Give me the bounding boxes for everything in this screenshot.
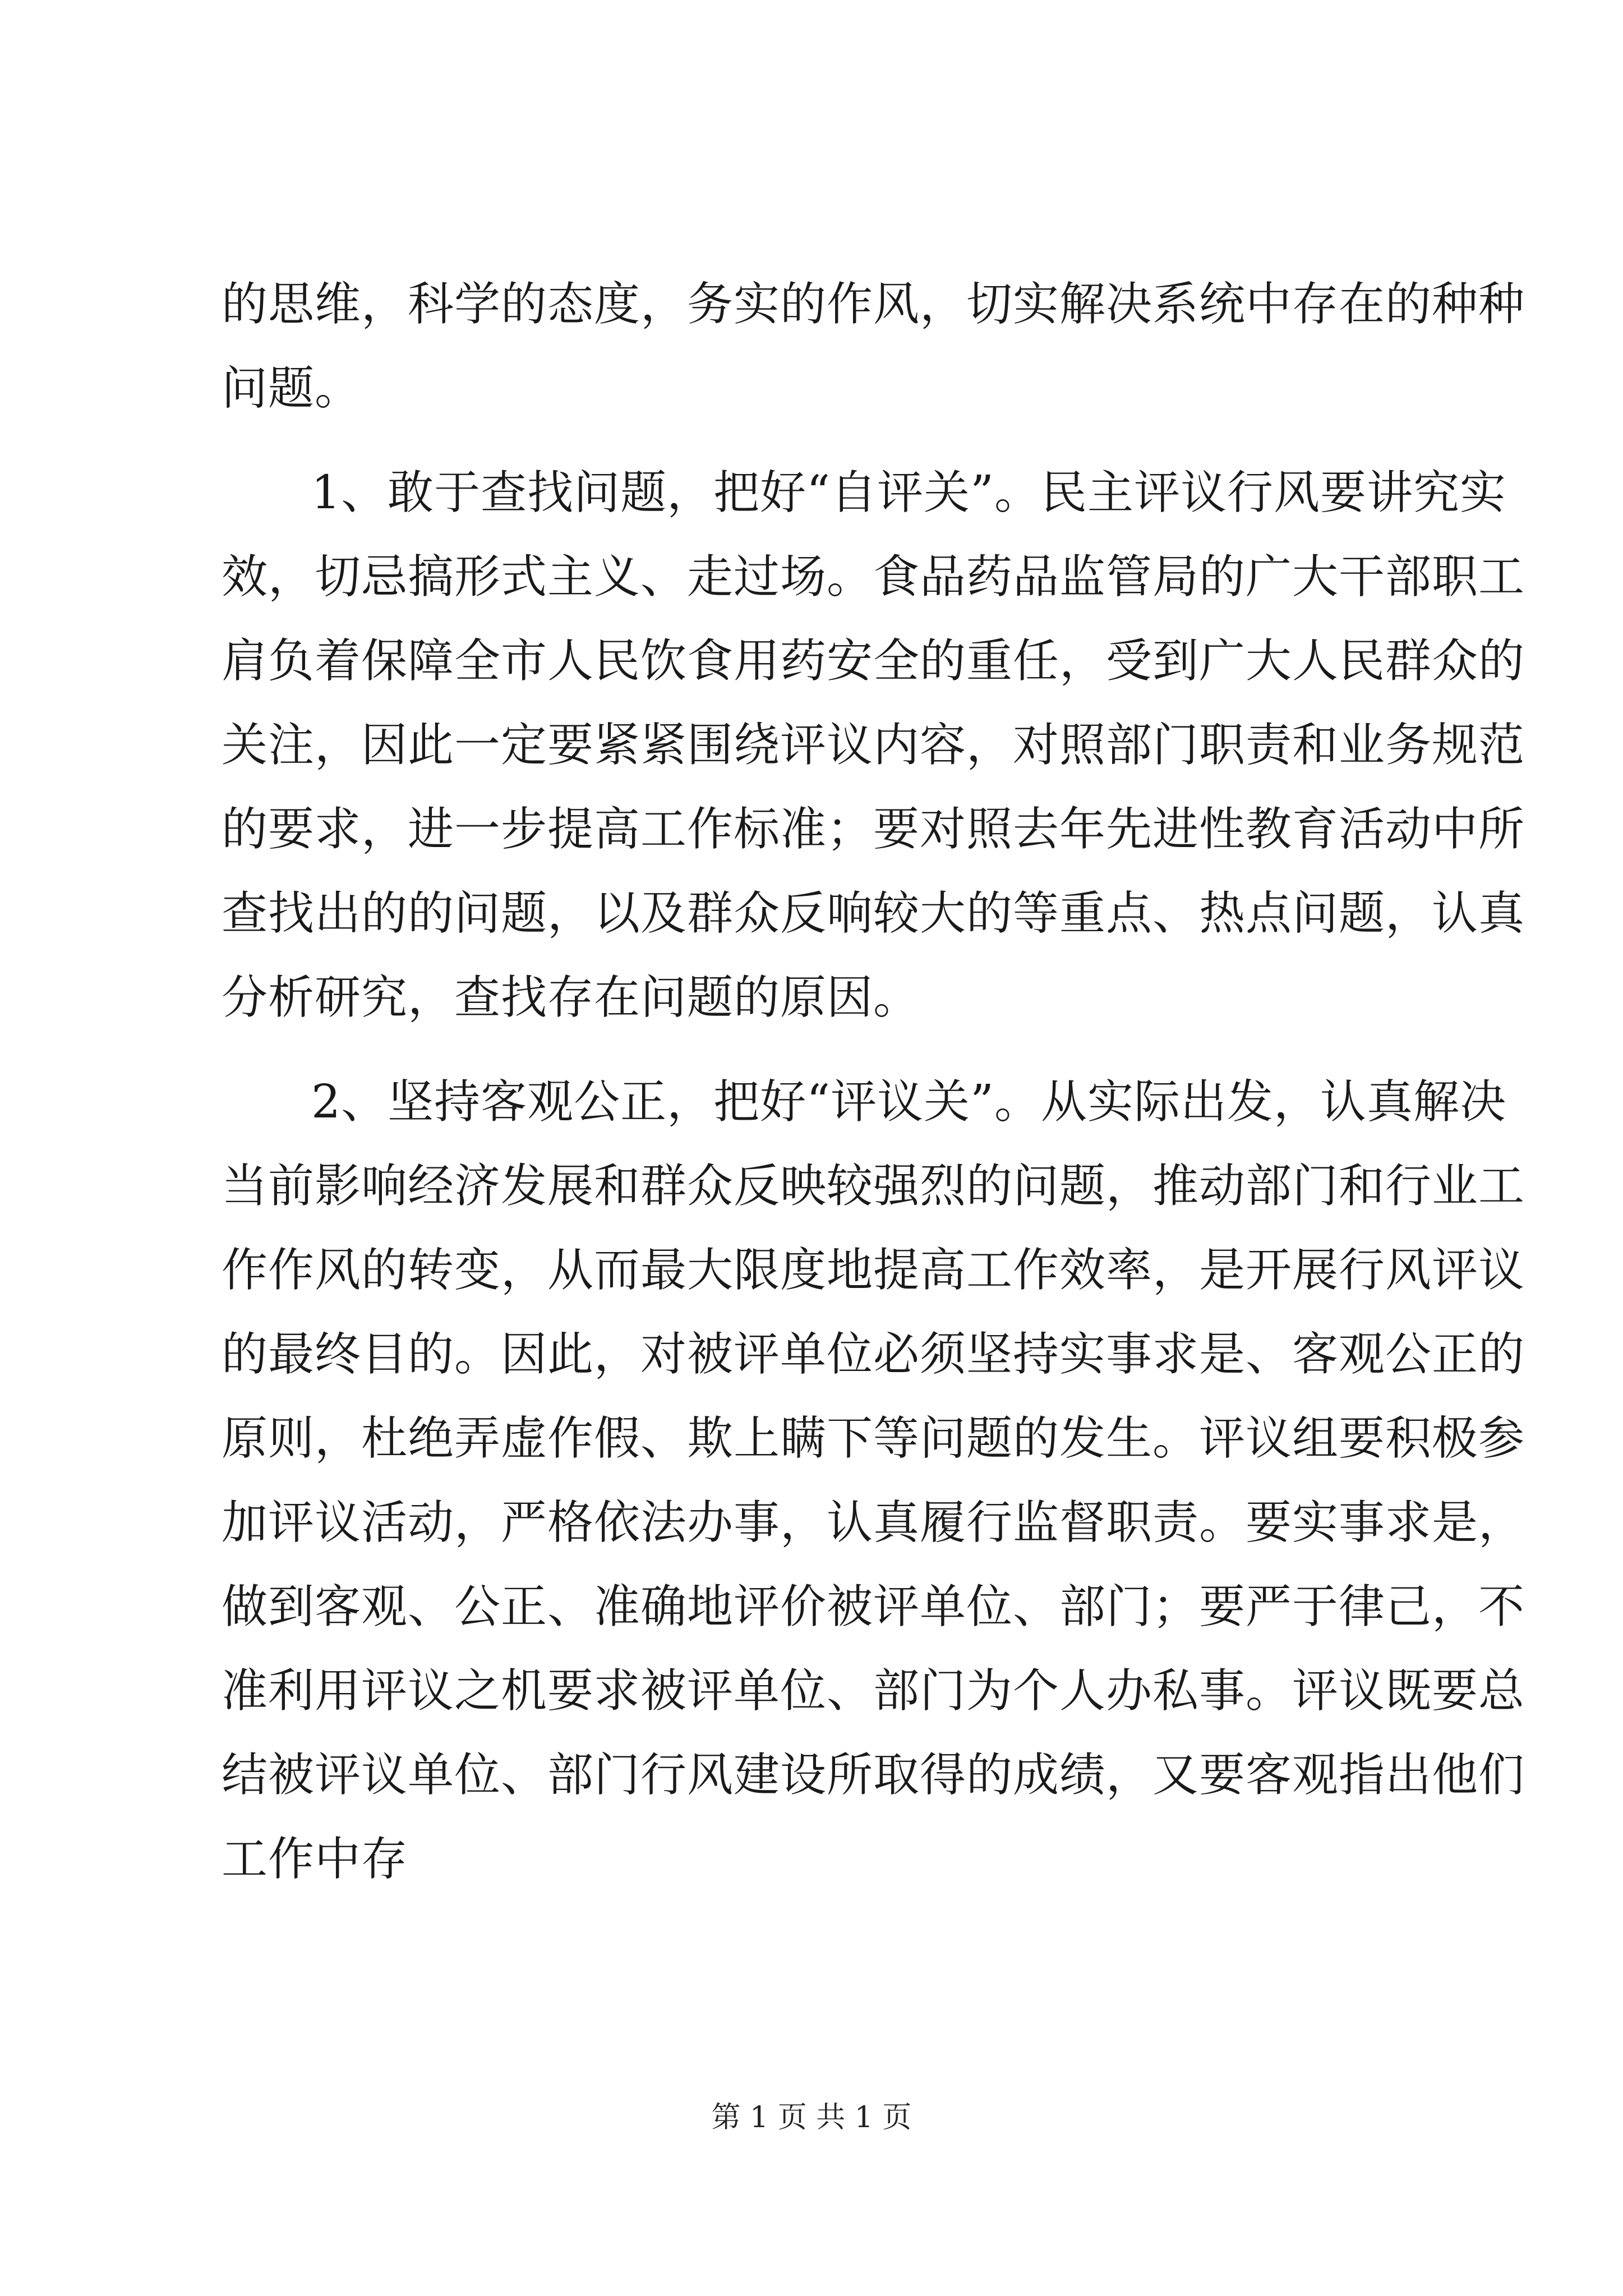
text-line: 的思维，科学的态度，务实的作风，切实解决系统中存在的种种 <box>222 278 1525 331</box>
paragraph-1-start: 1、敢于查找问题，把好“自评关”。民主评议行风要讲究实 <box>311 466 1507 519</box>
text-line: 的最终目的。因此，对被评单位必须坚持实事求是、客观公正的 <box>222 1328 1525 1381</box>
text-line: 准利用评议之机要求被评单位、部门为个人办私事。评议既要总 <box>222 1664 1525 1718</box>
text-line: 肩负着保障全市人民饮食用药安全的重任，受到广大人民群众的 <box>222 634 1525 688</box>
text-line: 效，切忌搞形式主义、走过场。食品药品监管局的广大干部职工 <box>222 550 1525 604</box>
text-line: 工作中存 <box>222 1833 408 1886</box>
text-line: 做到客观、公正、准确地评价被评单位、部门；要严于律己，不 <box>222 1580 1525 1634</box>
paragraph-2-start: 2、坚持客观公正，把好“评议关”。从实际出发，认真解决 <box>311 1075 1507 1129</box>
text-line: 的要求，进一步提高工作标准；要对照去年先进性教育活动中所 <box>222 803 1525 856</box>
text-line: 问题。 <box>222 362 362 415</box>
text-line: 查找出的的问题，以及群众反响较大的等重点、热点问题，认真 <box>222 887 1525 940</box>
text-line: 结被评议单位、部门行风建设所取得的成绩，又要客观指出他们 <box>222 1749 1525 1802</box>
text-line: 当前影响经济发展和群众反映较强烈的问题，推动部门和行业工 <box>222 1159 1525 1213</box>
text-line: 分析研究，查找存在问题的原因。 <box>222 971 920 1024</box>
page-footer: 第 1 页 共 1 页 <box>711 2101 912 2134</box>
text-line: 加评议活动，严格依法办事，认真履行监督职责。要实事求是， <box>222 1496 1525 1549</box>
text-line: 关注，因此一定要紧紧围绕评议内容，对照部门职责和业务规范 <box>222 719 1525 772</box>
document-body <box>222 263 1525 1902</box>
text-line: 原则，杜绝弄虚作假、欺上瞒下等问题的发生。评议组要积极参 <box>222 1412 1525 1465</box>
text-line: 作作风的转变，从而最大限度地提高工作效率，是开展行风评议 <box>222 1244 1525 1297</box>
